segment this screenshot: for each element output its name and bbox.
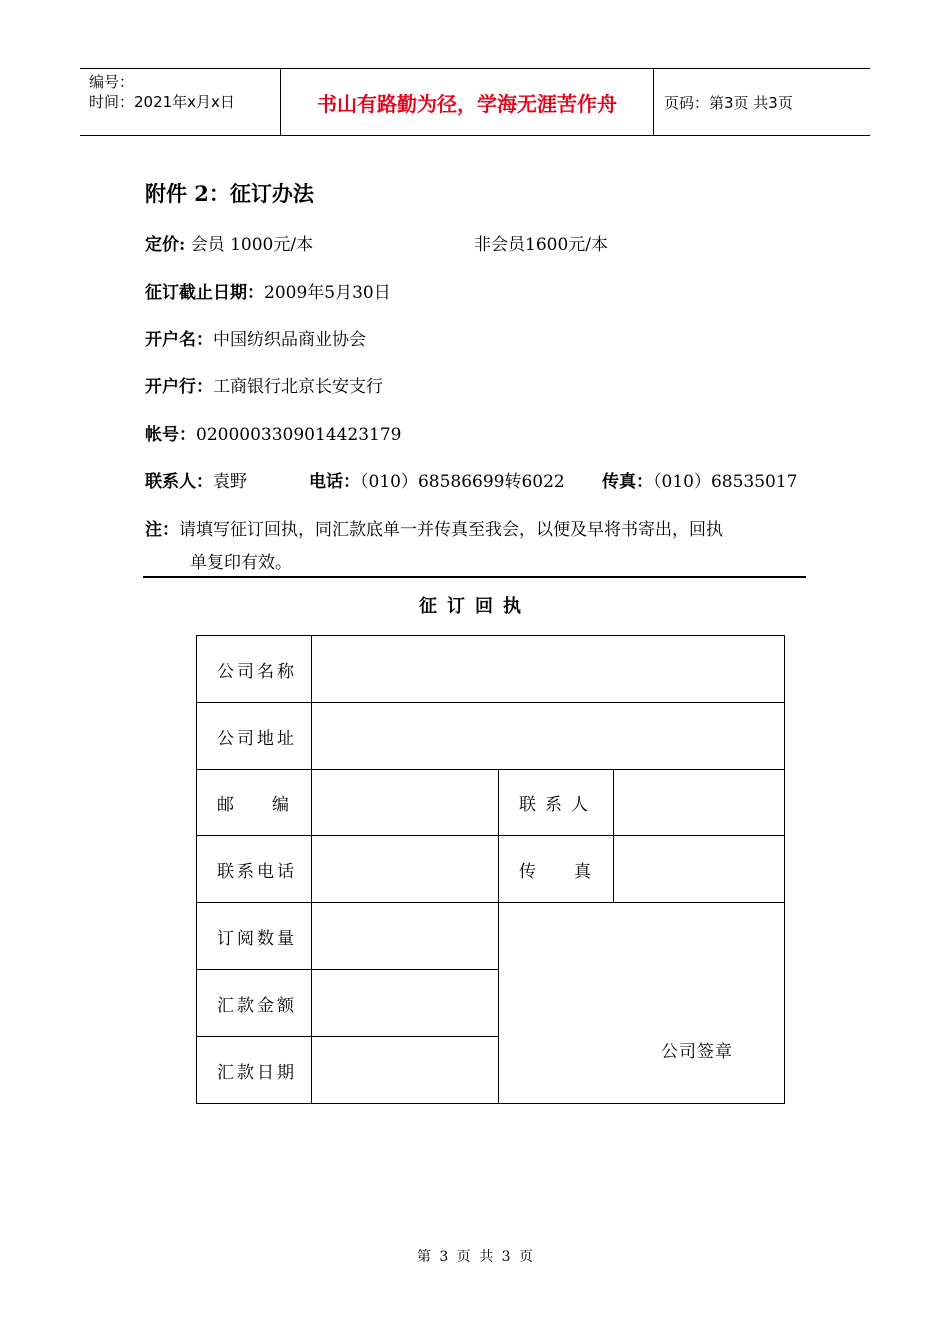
- time-label: 时间：2021年x月x日: [89, 93, 235, 111]
- price-line: [145, 230, 313, 255]
- phone-label: 联系电话: [217, 861, 297, 882]
- contact-person-label: 联系人: [519, 795, 597, 815]
- remit-date-label: 汇款日期: [217, 1062, 297, 1083]
- subscription-form: [196, 635, 785, 1104]
- bank-value: 工商银行北京长安支行: [213, 377, 383, 397]
- note-text-1: 请填写征订回执，同汇款底单一并传真至我会，以便及早将书寄出，回执: [179, 520, 723, 540]
- member-price: 会员 1000元/本: [190, 235, 314, 255]
- postcode-label: [197, 770, 311, 835]
- number-label: 编号：: [89, 73, 135, 91]
- account-name-label: 开户名：: [145, 330, 213, 350]
- fax-char-2: 真: [574, 861, 594, 882]
- doc-title: 附件 2：征订办法: [145, 181, 314, 206]
- page-header: [80, 68, 870, 136]
- company-seal-area[interactable]: [499, 903, 784, 1103]
- account-no-line: [145, 420, 402, 445]
- form-title: 征订回执: [419, 596, 531, 617]
- company-address-label: 公司地址: [217, 728, 297, 749]
- nonmember-price: 非会员1600元/本: [474, 235, 608, 255]
- fax-line: [602, 467, 797, 492]
- company-seal-label: 公司签章: [661, 1042, 733, 1062]
- phone-field[interactable]: [312, 836, 498, 902]
- account-no-label: 帐号：: [145, 425, 196, 445]
- deadline-label: 征订截止日期：: [145, 283, 264, 303]
- amount-field[interactable]: [312, 970, 498, 1036]
- company-name-field[interactable]: [312, 636, 784, 702]
- bank-label: 开户行：: [145, 377, 213, 397]
- price-label: 定价:: [145, 235, 186, 255]
- contact-label: 联系人：: [145, 472, 213, 492]
- page-footer: 第 3 页 共 3 页: [416, 1249, 534, 1265]
- header-motto: 书山有路勤为径，学海无涯苦作舟: [281, 69, 654, 135]
- fax-label: [499, 836, 613, 902]
- header-meta: [80, 69, 281, 135]
- contact-person-field[interactable]: [614, 770, 784, 835]
- postcode-char-2: 编: [272, 795, 292, 815]
- divider: [143, 576, 806, 578]
- remit-date-field[interactable]: [312, 1037, 498, 1103]
- fax-field[interactable]: [614, 836, 784, 902]
- bank-line: [145, 372, 383, 397]
- phone-label: 电话：: [309, 472, 360, 492]
- phone-line: [309, 467, 565, 492]
- contact-value: 袁野: [213, 472, 247, 492]
- phone-value: （010）68586699转6022: [360, 472, 565, 492]
- note-text-2: 单复印有效。: [190, 553, 292, 573]
- fax-char-1: 传: [519, 861, 539, 882]
- amount-label: 汇款金额: [217, 995, 297, 1016]
- deadline-value: 2009年5月30日: [264, 283, 391, 303]
- postcode-char-1: 邮: [217, 795, 237, 815]
- postcode-field[interactable]: [312, 770, 498, 835]
- account-name-line: [145, 325, 366, 350]
- deadline-line: [145, 278, 391, 303]
- note-label: 注：: [145, 520, 179, 540]
- company-address-field[interactable]: [312, 703, 784, 769]
- fax-label: 传真：: [602, 472, 653, 492]
- quantity-field[interactable]: [312, 903, 498, 969]
- contact-line: [145, 467, 247, 492]
- header-page-info: 页码：第3页 共3页: [664, 93, 793, 112]
- account-no-value: 0200003309014423179: [196, 425, 402, 445]
- note-line-1: [145, 515, 723, 540]
- company-name-label: 公司名称: [217, 661, 297, 682]
- fax-value: （010）68535017: [653, 472, 798, 492]
- account-name-value: 中国纺织品商业协会: [213, 330, 366, 350]
- quantity-label: 订阅数量: [217, 928, 297, 949]
